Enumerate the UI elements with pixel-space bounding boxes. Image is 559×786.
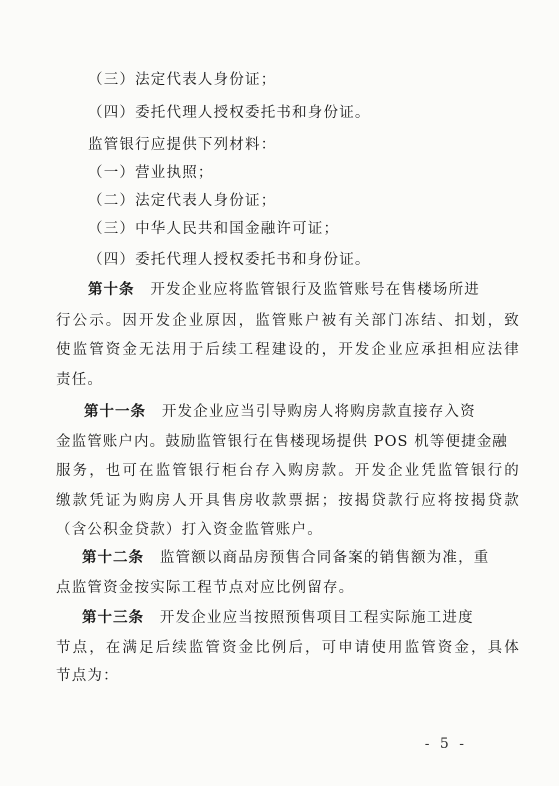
paragraph-text: 节点为： <box>56 668 119 684</box>
article-heading-line <box>88 280 480 300</box>
paragraph-text: 行公示。因开发企业原因，监管账户被有关部门冻结、扣划，致 <box>56 313 521 329</box>
article-title: 第十三条 <box>82 609 144 626</box>
paragraph-text: 开发企业应当按照预售项目工程实际施工进度 <box>159 610 474 626</box>
paragraph-text: 金监管账户内。鼓励监管银行在售楼现场提供 POS 机等便捷金融 <box>56 434 508 450</box>
paragraph-text: 责任。 <box>56 372 104 388</box>
paragraph-text: 开发企业应将监管银行及监管账号在售楼场所进 <box>150 282 481 298</box>
page-number: - 5 - <box>424 736 467 752</box>
article-heading-line <box>84 402 476 422</box>
list-item: （二）法定代表人身份证； <box>88 193 277 209</box>
article-title: 第十条 <box>88 281 135 298</box>
paragraph-text: 监管额以商品房预售合同备案的销售额为准，重 <box>159 550 490 566</box>
paragraph-text: 监管银行应提供下列材料： <box>88 137 277 153</box>
article-title: 第十二条 <box>82 549 144 566</box>
list-item: （四）委托代理人授权委托书和身份证。 <box>88 105 371 121</box>
list-item: （三）中华人民共和国金融许可证； <box>88 221 340 237</box>
paragraph-text: 节点，在满足后续监管资金比例后，可申请使用监管资金，具体 <box>56 640 521 656</box>
list-item: （四）委托代理人授权委托书和身份证。 <box>88 252 371 268</box>
list-item: （三）法定代表人身份证； <box>88 72 277 88</box>
paragraph-text: 缴款凭证为购房人开具售房收款票据；按揭贷款行应将按揭贷款 <box>56 493 521 509</box>
article-heading-line <box>82 548 490 568</box>
paragraph-text: 服务，也可在监管银行柜台存入购房款。开发企业凭监管银行的 <box>56 463 521 479</box>
list-item: （一）营业执照； <box>88 165 214 181</box>
paragraph-text: 点监管资金按实际工程节点对应比例留存。 <box>56 580 355 596</box>
paragraph-text: （含公积金贷款）打入资金监管账户。 <box>56 522 323 538</box>
paragraph-text: 开发企业应当引导购房人将购房款直接存入资 <box>161 404 476 420</box>
paragraph-text: 使监管资金无法用于后续工程建设的，开发企业应承担相应法律 <box>56 342 521 358</box>
article-title: 第十一条 <box>84 403 146 420</box>
article-heading-line <box>82 608 474 628</box>
